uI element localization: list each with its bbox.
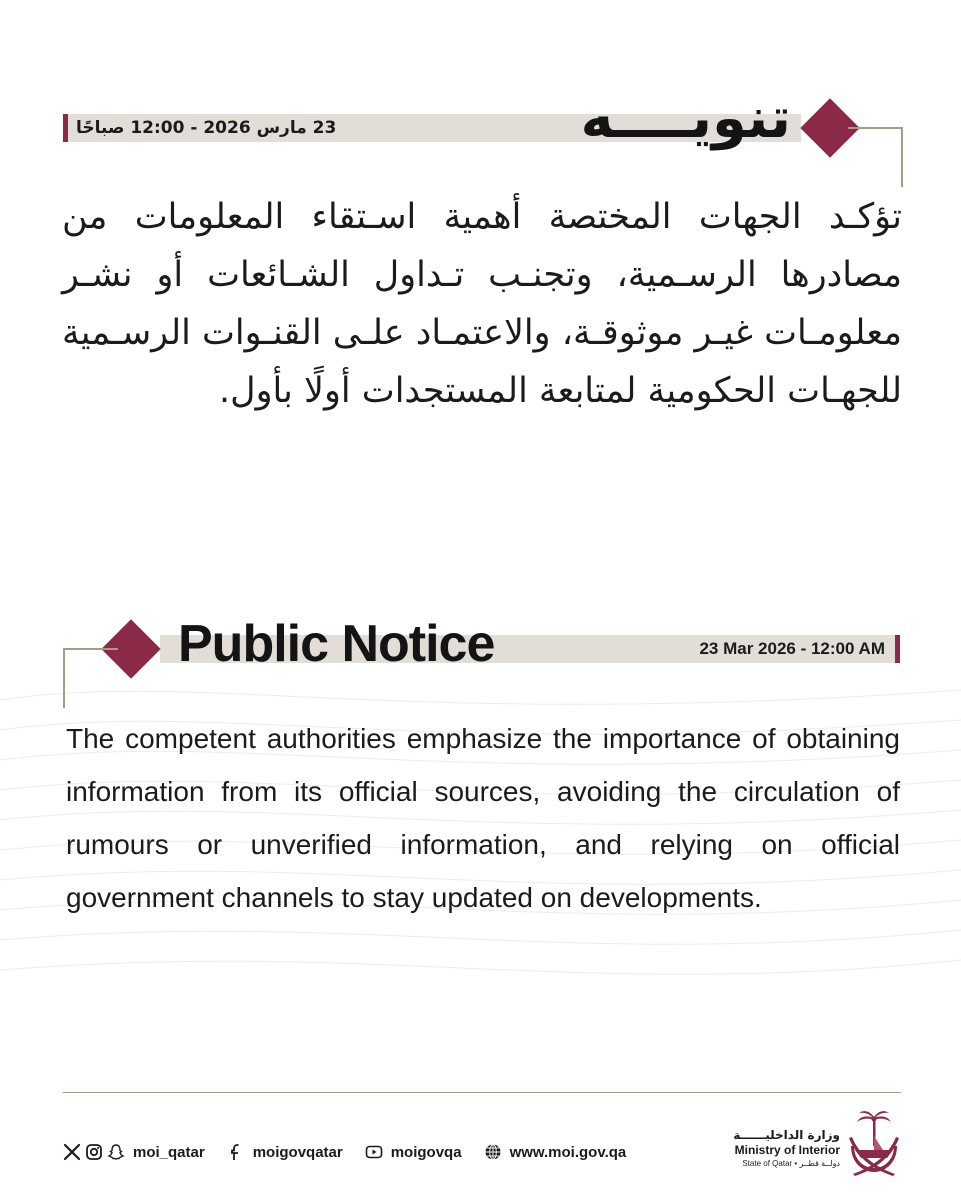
website-link[interactable]: www.moi.gov.qa	[509, 1143, 627, 1161]
arabic-bracket-line	[848, 127, 903, 129]
qatar-emblem-icon	[845, 1108, 903, 1178]
english-bracket-line-vertical	[63, 648, 65, 708]
english-bracket-line	[63, 648, 118, 650]
ministry-logo-text	[730, 1127, 840, 1170]
social-links	[63, 1139, 648, 1165]
arabic-notice-date: 23 مارس 2026 - 12:00 صباحًا	[76, 118, 337, 138]
social-handle-moi-qatar: moi_qatar	[133, 1143, 205, 1161]
social-handle-facebook: moigovqatar	[252, 1143, 343, 1161]
ministry-name-english: Ministry of Interior	[734, 1143, 840, 1157]
english-notice-body: The competent authorities emphasize the importance of obtaining information from its official sources, avoiding the circulation of rumours or unverified information, and relying on official government channels to stay updated on developments.	[66, 723, 900, 913]
english-notice-title: Public Notice	[178, 615, 495, 673]
footer-divider	[63, 1092, 901, 1093]
social-group-website[interactable]	[484, 1143, 627, 1161]
facebook-icon[interactable]	[227, 1143, 245, 1161]
state-of-qatar-label: State of Qatar • دولــة قطــر	[742, 1159, 840, 1168]
x-icon[interactable]	[63, 1143, 81, 1161]
social-group-youtube[interactable]	[365, 1143, 462, 1161]
arabic-bracket-line-vertical	[901, 127, 903, 187]
arabic-notice-title: تنويــــه	[580, 86, 791, 151]
english-date-marker	[895, 635, 900, 663]
arabic-notice-body: تؤكـد الجهات المختصة أهمية اسـتقاء المعلومات من مصادرها الرسـمية، وتجنـب تـداول الشـائعات أو نشـر معلومـات غيـر موثوقـة، والاعتمـاد علـى القنـوات الرسـمية للجهـات الحكومية لمتابعة المستجدات أولًا بأول.	[62, 197, 902, 411]
english-notice-date: 23 Mar 2026 - 12:00 AM	[699, 639, 885, 658]
ministry-name-arabic: وزارة الداخليــــــة	[733, 1128, 840, 1142]
youtube-icon[interactable]	[365, 1143, 383, 1161]
social-group-moi-qatar[interactable]	[63, 1143, 205, 1161]
globe-icon[interactable]	[484, 1143, 502, 1161]
snapchat-icon[interactable]	[107, 1143, 125, 1161]
arabic-date-marker	[63, 114, 68, 142]
social-group-facebook[interactable]	[227, 1143, 343, 1161]
social-handle-youtube: moigovqa	[390, 1143, 462, 1161]
instagram-icon[interactable]	[85, 1143, 103, 1161]
